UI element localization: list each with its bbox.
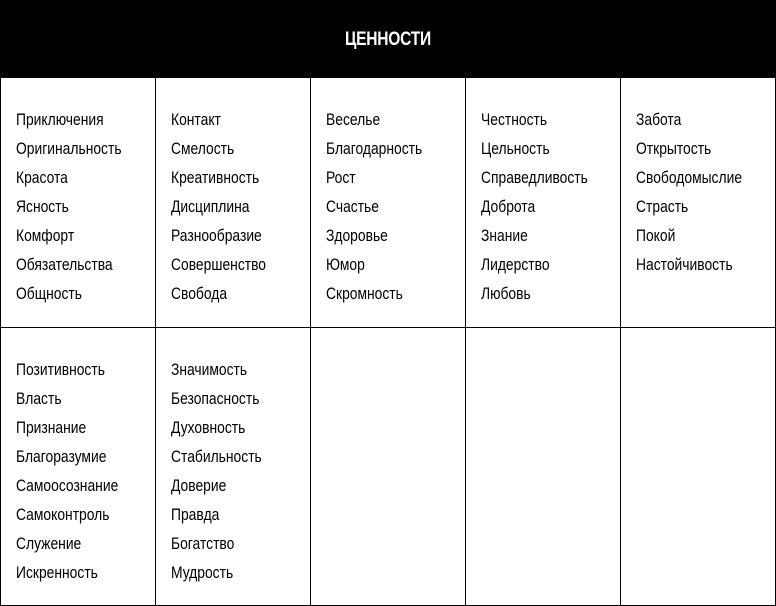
value-item: Свобода: [171, 285, 228, 303]
value-item: Духовность: [171, 419, 246, 437]
value-item: Открытость: [636, 140, 712, 158]
value-item: Любовь: [481, 285, 531, 303]
table-cell: [621, 78, 775, 328]
value-item: Справедливость: [481, 169, 588, 187]
values-grid: [1, 78, 775, 605]
value-item: Смелость: [171, 140, 235, 158]
value-item: Счастье: [326, 198, 379, 216]
value-item: Свободомыслие: [636, 169, 743, 187]
value-item: Красота: [16, 169, 68, 187]
value-item: Искренность: [16, 564, 98, 582]
value-item: Служение: [16, 535, 82, 553]
table-cell: [1, 328, 156, 605]
table-cell: [156, 328, 311, 605]
table-cell: [466, 328, 621, 605]
value-item: Цельность: [481, 140, 550, 158]
value-item: Общность: [16, 285, 82, 303]
table-cell: [311, 328, 466, 605]
value-item: Совершенство: [171, 256, 267, 274]
value-item: Лидерство: [481, 256, 550, 274]
value-item: Дисциплина: [171, 198, 250, 216]
value-item: Скромность: [326, 285, 403, 303]
table-cell: [311, 78, 466, 328]
value-item: Ясность: [16, 198, 69, 216]
value-item: Рост: [326, 169, 356, 187]
table-cell: [621, 328, 775, 605]
value-item: Комфорт: [16, 227, 75, 245]
table-cell: [466, 78, 621, 328]
value-item: Значимость: [171, 361, 248, 379]
table-title: ЦЕННОСТИ: [71, 1, 706, 78]
value-item: Юмор: [326, 256, 365, 274]
value-item: Покой: [636, 227, 676, 245]
value-item: Самоконтроль: [16, 506, 110, 524]
value-item: Мудрость: [171, 564, 234, 582]
value-item: Благодарность: [326, 140, 423, 158]
value-item: Забота: [636, 111, 682, 129]
value-item: Настойчивость: [636, 256, 733, 274]
value-item: Позитивность: [16, 361, 105, 379]
value-item: Приключения: [16, 111, 104, 129]
value-item: Самоосознание: [16, 477, 119, 495]
table-cell: [1, 78, 156, 328]
value-item: Благоразумие: [16, 448, 107, 466]
value-item: Разнообразие: [171, 227, 262, 245]
value-item: Доброта: [481, 198, 536, 216]
value-item: Честность: [481, 111, 548, 129]
value-item: Правда: [171, 506, 220, 524]
value-item: Доверие: [171, 477, 227, 495]
value-item: Стабильность: [171, 448, 262, 466]
value-item: Безопасность: [171, 390, 260, 408]
value-item: Признание: [16, 419, 87, 437]
value-item: Страсть: [636, 198, 689, 216]
value-item: Оригинальность: [16, 140, 122, 158]
value-item: Знание: [481, 227, 528, 245]
value-item: Обязательства: [16, 256, 113, 274]
value-item: Веселье: [326, 111, 381, 129]
value-item: Богатство: [171, 535, 235, 553]
value-item: Здоровье: [326, 227, 388, 245]
table-cell: [156, 78, 311, 328]
value-item: Контакт: [171, 111, 221, 129]
value-item: Власть: [16, 390, 62, 408]
value-item: Креативность: [171, 169, 260, 187]
